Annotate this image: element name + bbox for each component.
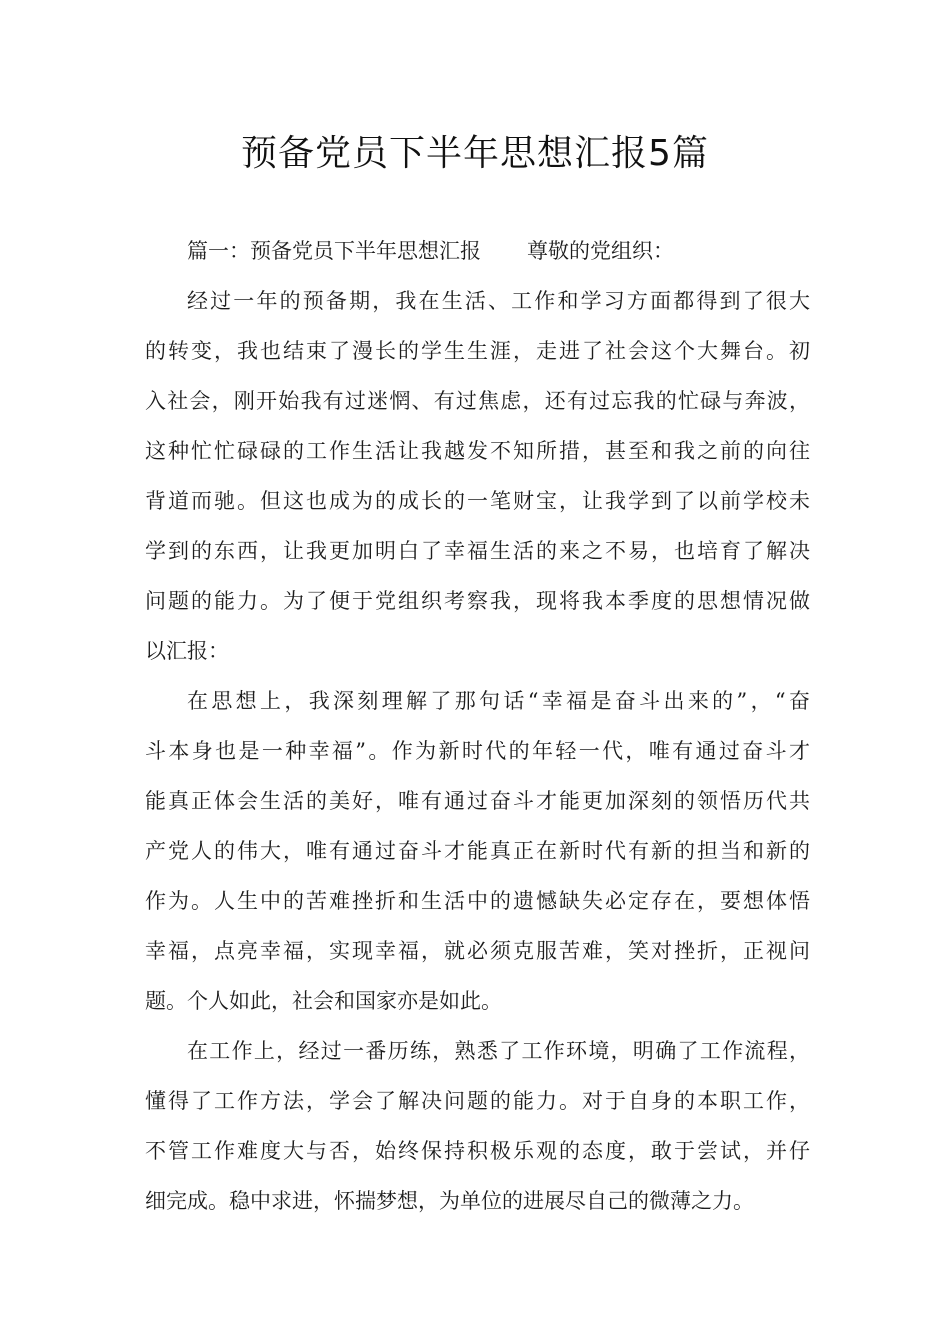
section-heading: 篇一：预备党员下半年思想汇报: [187, 239, 481, 263]
paragraph-line: 这种忙忙碌碌的工作生活让我越发不知所措，甚至和我之前的向往: [145, 439, 810, 463]
page-title: 预备党员下半年思想汇报5篇: [241, 133, 709, 174]
paragraph-line: 能真正体会生活的美好，唯有通过奋斗才能更加深刻的领悟历代共: [145, 789, 810, 813]
document-body: [145, 226, 810, 1226]
paragraph-line: 经过一年的预备期，我在生活、工作和学习方面都得到了很大: [187, 289, 810, 313]
section-heading-line: [145, 226, 810, 276]
paragraph-line: 懂得了工作方法，学会了解决问题的能力。对于自身的本职工作，: [145, 1089, 810, 1113]
paragraph-1: [145, 276, 810, 676]
paragraph-line: 背道而驰。但这也成为的成长的一笔财宝，让我学到了以前学校未: [145, 489, 810, 513]
paragraph-line: 以汇报：: [145, 639, 229, 663]
paragraph-line: 产党人的伟大，唯有通过奋斗才能真正在新时代有新的担当和新的: [145, 839, 810, 863]
paragraph-2: [145, 676, 810, 1026]
paragraph-line: 入社会，刚开始我有过迷惘、有过焦虑，还有过忘我的忙碌与奔波，: [145, 389, 810, 413]
paragraph-line: 不管工作难度大与否，始终保持积极乐观的态度，敢于尝试，并仔: [145, 1139, 810, 1163]
paragraph-line: 在思想上，我深刻理解了那句话“幸福是奋斗出来的”，“奋: [187, 689, 810, 713]
salutation: 尊敬的党组织：: [527, 239, 674, 263]
paragraph-line: 作为。人生中的苦难挫折和生活中的遗憾缺失必定存在，要想体悟: [145, 889, 810, 913]
paragraph-line: 学到的东西，让我更加明白了幸福生活的来之不易，也培育了解决: [145, 539, 810, 563]
paragraph-3: [145, 1026, 810, 1226]
paragraph-line: 的转变，我也结束了漫长的学生生涯，走进了社会这个大舞台。初: [145, 339, 810, 363]
paragraph-line: 幸福，点亮幸福，实现幸福，就必须克服苦难，笑对挫折，正视问: [145, 939, 810, 963]
paragraph-line: 问题的能力。为了便于党组织考察我，现将我本季度的思想情况做: [145, 589, 810, 613]
paragraph-line: 在工作上，经过一番历练，熟悉了工作环境，明确了工作流程，: [187, 1039, 810, 1063]
paragraph-line: 细完成。稳中求进，怀揣梦想，为单位的进展尽自己的微薄之力。: [145, 1189, 754, 1213]
paragraph-line: 题。个人如此，社会和国家亦是如此。: [145, 989, 502, 1013]
paragraph-line: 斗本身也是一种幸福”。作为新时代的年轻一代，唯有通过奋斗才: [145, 739, 810, 763]
